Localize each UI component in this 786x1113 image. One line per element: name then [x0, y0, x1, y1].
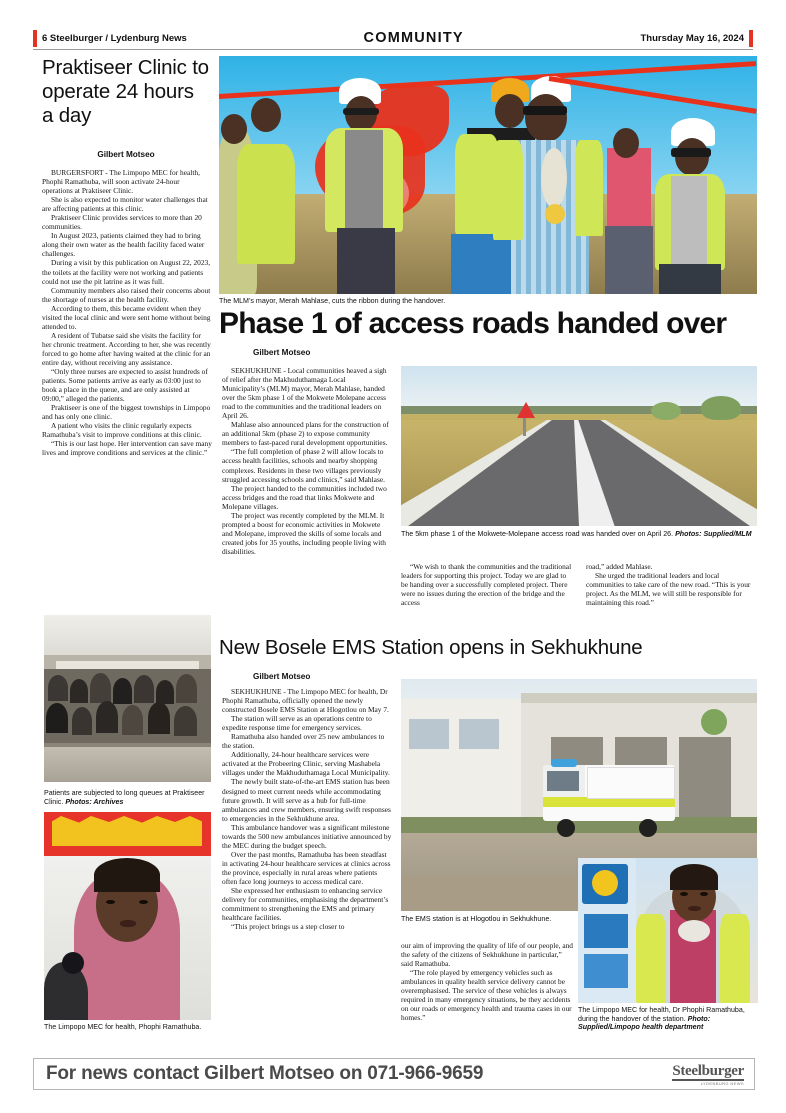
article3-photo-ramathuba — [578, 858, 758, 1003]
masthead-date: Thursday May 16, 2024 — [640, 32, 744, 44]
article2-paragraph: Mahlase also announced plans for the construction of an additional 5km (phase 2) to expose community members to fast-paced rural development opportunities. — [222, 420, 389, 448]
article2-body-column-1 — [222, 366, 390, 616]
article1-headline: Praktiseer Clinic to operate 24 hours a day — [42, 56, 209, 127]
article3-caption-1: The EMS station is at Hlogotlou in Sekhukhune. — [401, 915, 552, 923]
article1-caption-2 — [44, 1023, 212, 1032]
article1-caption-1-text: Patients are subjected to long queues at Praktiseer Clinic. — [44, 789, 205, 806]
article2-byline: Gilbert Motseo — [253, 348, 311, 357]
masthead — [33, 27, 753, 49]
article1-paragraph: Praktiseer Clinic provides services to more than 20 communities. — [42, 213, 202, 232]
article3-paragraph: our aim of improving the quality of life of our people, and the safety of the citizens of Sekhukhune in particular,” said Ramathuba. — [401, 941, 573, 969]
article1-byline: Gilbert Motseo — [97, 150, 155, 159]
article3-paragraph: This ambulance handover was a significant milestone towards the 500 new ambulances initiative announced by the MEC during the budget speech. — [222, 822, 392, 850]
footer-logo-name: Steelburger — [672, 1062, 744, 1079]
article1-paragraph: BURGERSFORT - The Limpopo MEC for health, Phophi Ramathuba, will soon activate 24-hour operations at Praktiseer Clinic. — [42, 168, 200, 196]
article3-caption-2-credit: Photo: Supplied/Limpopo health department — [578, 1014, 711, 1032]
article3-paragraph: “The role played by emergency vehicles such as ambulances in quality health service delivery cannot be overemphasised. The service of these vehicles is always required in many emergency situations, be they accidents on our roads or emergency health and trauma cases in our homes.” — [401, 968, 572, 1023]
article3-caption-2-text: The Limpopo MEC for health, Dr Phophi Ramathuba, during the handover of the station. — [578, 1006, 745, 1023]
article3-byline: Gilbert Motseo — [253, 672, 311, 681]
article3-paragraph: She expressed her enthusiasm to enhancing service delivery for communities, emphasising the department’s commitment to strengthening the EMS and primary healthcare facilities. — [222, 886, 389, 923]
article1-paragraph: “Only three nurses are expected to assist hundreds of patients. Some patients arrive as early as 03:00 just to book a place in the queue, and are only assisted at 09:00,” alleged the patients. — [42, 367, 208, 404]
footer-logo — [672, 1063, 744, 1086]
article3-body-column-2 — [401, 941, 573, 1049]
article1-paragraph: “This is our last hope. Her intervention can save many lives and improve conditions and services at the clinic.” — [42, 439, 212, 458]
article3-paragraph: SEKHUKHUNE - The Limpopo MEC for health, Dr Phophi Ramathuba, officially opened the newly constructed Bosele EMS Station at Hlogotlou on May 7. — [222, 687, 389, 715]
article2-paragraph: She urged the traditional leaders and local communities to take care of the new road. “This is your project. As the MLM, we will still be responsible for maintaining this road.” — [586, 571, 751, 608]
masthead-section-title: COMMUNITY — [363, 30, 464, 46]
article3-paragraph: Over the past months, Ramathuba has been steadfast in activating 24-hour healthcare services at clinics across the province, especially in rural areas where patients often face long journeys to access medical care. — [222, 849, 391, 886]
article3-paragraph: “This project brings us a step closer to — [231, 922, 345, 932]
masthead-rule-right — [749, 30, 753, 47]
footer-logo-subtitle: LYDENBURG NEWS — [700, 1080, 744, 1086]
footer-contact-bar — [33, 1058, 755, 1090]
article1-caption-1 — [44, 789, 212, 806]
article1-caption-1-credit: Photos: Archives — [65, 797, 124, 806]
article2-paragraph: The project was recently completed by the MLM. It prompted a boost for economic activities in Mokwete and Molepane, improved the skills of some locals and created jobs for 35 youths, including people living with disabilities. — [222, 510, 387, 556]
article2-photo-road — [401, 366, 757, 526]
article3-body-column-1 — [222, 687, 392, 1047]
article1-paragraph: A resident of Tubatse said she visits the facility for her chronic treatment. According to her, she was recently forced to go home after having waited at the clinic for an entire day, without receiving any assistance. — [42, 330, 211, 367]
article2-caption-2-text: The 5km phase 1 of the Mokwete-Molepane access road was handed over on April 26. — [401, 530, 674, 538]
article1-photo-mec — [44, 812, 211, 1020]
article1-paragraph: According to them, this became evident when they visited the local clinic and were sent home without being attended to. — [42, 303, 211, 331]
article2-paragraph: The project handed to the communities included two access bridges and the road that links Mokwete and Molepane villages. — [222, 483, 387, 511]
article2-paragraph: “The full completion of phase 2 will allow locals to access health facilities, schools and nearby shopping complexes. Residents in these two villages previously struggled accessing schools and clinics,” said Mahlase. — [222, 447, 385, 484]
article2-caption-1: The MLM’s mayor, Merah Mahlase, cuts the ribbon during the handover. — [219, 297, 446, 305]
article2-headline: Phase 1 of access roads handed over — [219, 307, 727, 340]
article3-paragraph: Additionally, 24-hour healthcare services were activated at the Probeering Clinic, serving Mashabela villages under the Makhuduthamaga Local Municipality. — [222, 750, 390, 778]
masthead-page-label: 6 Steelburger / Lydenburg News — [42, 32, 187, 44]
article2-paragraph: road,” added Mahlase. — [586, 562, 653, 571]
article3-paragraph: Ramathuba also handed over 25 new ambulances to the station. — [222, 732, 385, 751]
article1-paragraph: During a visit by this publication on August 22, 2023, the toilets at the facility were not working and patients could not use the pit latrine as it was full. — [42, 258, 211, 286]
article3-paragraph: The station will serve as an operations centre to expedite response time for emergency services. — [222, 714, 372, 733]
article3-paragraph: The newly built state-of-the-art EMS station has been designed to meet current needs while accommodating future growth. It will serve as a hub for full-time ambulances and crew members, ensuring swift responses to emergencies in the Sekhukhune area. — [222, 777, 391, 823]
article3-caption-2 — [578, 1006, 758, 1032]
article2-body-column-2 — [401, 562, 573, 620]
article1-paragraph: A patient who visits the clinic regularly expects Ramathuba’s visit to improve conditions at this clinic. — [42, 421, 202, 440]
article3-headline: New Bosele EMS Station opens in Sekhukhune — [219, 636, 643, 659]
article1-body — [42, 168, 212, 608]
article2-photo-ribbon — [219, 56, 757, 294]
article2-body-column-3 — [586, 562, 758, 620]
article1-photo-queue — [44, 615, 211, 782]
masthead-divider — [33, 49, 753, 50]
article2-paragraph: “We wish to thank the communities and the traditional leaders for supporting this project. Today we are glad to be handing over a successfully completed project. There were no issues during the erection of the bridge and the access — [401, 562, 572, 608]
article1-caption-2-text: The Limpopo MEC for health, Phophi Ramathuba. — [44, 1023, 202, 1031]
article1-paragraph: In August 2023, patients claimed they had to bring along their own water as the health facility faced water challenges. — [42, 231, 205, 259]
article2-paragraph: SEKHUKHUNE - Local communities heaved a sigh of relief after the Makhuduthamaga Local Municipality’s (MLM) mayor, Merah Mahlase, handed over the 5km phase 1 of the Mokwete Molepane access road to the communities and the traditional leaders on April 26. — [222, 366, 387, 421]
article1-paragraph: She is also expected to monitor water challenges that are affecting patients at this clinic. — [42, 195, 208, 214]
article2-caption-2 — [401, 530, 757, 539]
article2-caption-2-credit: Photos: Supplied/MLM — [675, 530, 752, 538]
footer-contact-text: For news contact Gilbert Motseo on 071-966-9659 — [46, 1063, 484, 1084]
article1-paragraph: Community members also raised their concerns about the shortage of nurses at the health facility. — [42, 285, 211, 304]
article1-paragraph: Praktiseer is one of the biggest townships in Limpopo and has only one clinic. — [42, 403, 211, 422]
